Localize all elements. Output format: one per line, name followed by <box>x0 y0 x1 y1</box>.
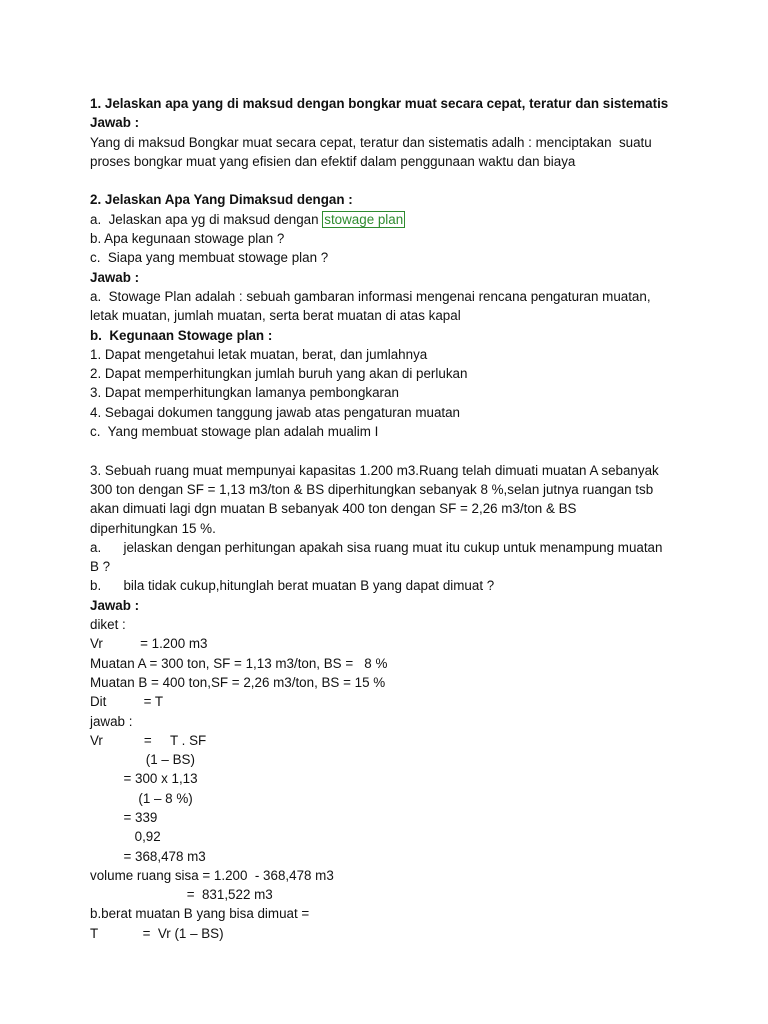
work-line-12: 0,92 <box>90 829 161 845</box>
work-line-9: = 300 x 1,13 <box>90 771 198 787</box>
answer-1-line-1: Yang di maksud Bongkar muat secara cepat, teratur dan sistematis adalh : menciptakan suatu <box>90 134 652 150</box>
answer-2a-line-1: a. Stowage Plan adalah : sebuah gambaran informasi mengenai rencana pengaturan muatan, <box>90 288 651 304</box>
work-line-6: jawab : <box>90 713 133 729</box>
question-3-line-5: a. jelaskan dengan perhitungan apakah sisa ruang muat itu cukup untuk menampung muatan <box>90 539 663 555</box>
question-1: 1. Jelaskan apa yang di maksud dengan bongkar muat secara cepat, teratur dan sistematis <box>90 96 669 111</box>
answer-2c: c. Yang membuat stowage plan adalah mualim I <box>90 424 379 440</box>
work-line-17: T = Vr (1 – BS) <box>90 925 224 941</box>
question-2: 2. Jelaskan Apa Yang Dimaksud dengan : <box>90 192 353 208</box>
question-3-line-4: diperhitungkan 15 %. <box>90 520 216 536</box>
question-2-c: c. Siapa yang membuat stowage plan ? <box>90 250 329 266</box>
work-line-14: volume ruang sisa = 1.200 - 368,478 m3 <box>90 867 334 883</box>
jawab-label-1: Jawab : <box>90 115 140 131</box>
work-line-2: Vr = 1.200 m3 <box>90 636 208 652</box>
stowage-plan-link[interactable]: stowage plan <box>324 211 404 227</box>
question-3-line-3: akan dimuati lagi dgn muatan B sebanyak 400 ton dengan SF = 2,26 m3/ton & BS <box>90 501 577 517</box>
kegunaan-item-1: 1. Dapat mengetahui letak muatan, berat, dan jumlahnya <box>90 346 428 362</box>
work-line-11: = 339 <box>90 809 158 825</box>
document-page <box>90 94 690 943</box>
work-line-5: Dit = T <box>90 694 164 710</box>
answer-2a-line-2: letak muatan, jumlah muatan, serta berat muatan di atas kapal <box>90 308 461 324</box>
work-line-1: diket : <box>90 617 126 633</box>
question-3-line-2: 300 ton dengan SF = 1,13 m3/ton & BS diperhitungkan sebanyak 8 %,selan jutnya ruangan tsb <box>90 481 654 497</box>
question-2-b: b. Apa kegunaan stowage plan ? <box>90 231 285 247</box>
question-2-a <box>90 210 690 229</box>
question-3-line-1: 3. Sebuah ruang muat mempunyai kapasitas 1.200 m3.Ruang telah dimuati muatan A sebanyak <box>90 462 659 478</box>
question-2-a-text: a. Jelaskan apa yg di maksud dengan <box>90 211 323 227</box>
work-line-3: Muatan A = 300 ton, SF = 1,13 m3/ton, BS = 8 % <box>90 655 388 671</box>
jawab-label-3: Jawab : <box>90 597 140 613</box>
work-line-8: (1 – BS) <box>90 752 195 768</box>
question-3-line-7: b. bila tidak cukup,hitunglah berat muatan B yang dapat dimuat ? <box>90 578 495 594</box>
kegunaan-heading: b. Kegunaan Stowage plan : <box>90 327 273 343</box>
jawab-label-2: Jawab : <box>90 269 140 285</box>
kegunaan-item-2: 2. Dapat memperhitungkan jumlah buruh yang akan di perlukan <box>90 366 468 382</box>
work-line-7: Vr = T . SF <box>90 732 207 748</box>
work-line-13: = 368,478 m3 <box>90 848 206 864</box>
work-line-16: b.berat muatan B yang bisa dimuat = <box>90 906 310 922</box>
work-line-4: Muatan B = 400 ton,SF = 2,26 m3/ton, BS = 15 % <box>90 674 386 690</box>
answer-1-line-2: proses bongkar muat yang efisien dan efektif dalam penggunaan waktu dan biaya <box>90 153 576 169</box>
question-3-line-6: B ? <box>90 559 111 575</box>
work-line-15: = 831,522 m3 <box>90 887 273 903</box>
kegunaan-item-4: 4. Sebagai dokumen tanggung jawab atas pengaturan muatan <box>90 404 461 420</box>
work-line-10: (1 – 8 %) <box>90 790 193 806</box>
kegunaan-item-3: 3. Dapat memperhitungkan lamanya pembongkaran <box>90 385 399 401</box>
